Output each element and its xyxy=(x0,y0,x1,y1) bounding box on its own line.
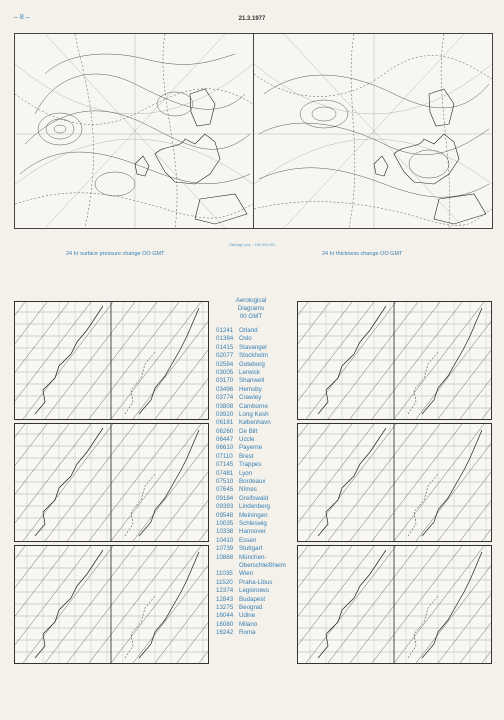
station-name: München- xyxy=(239,553,267,561)
station-row xyxy=(216,478,286,486)
aerological-diagram xyxy=(14,545,209,664)
station-number: 10338 xyxy=(216,528,234,536)
aerological-grid xyxy=(15,424,208,541)
station-row xyxy=(216,621,286,629)
station-number: 16080 xyxy=(216,620,234,628)
station-number: 06610 xyxy=(216,444,234,452)
station-number: 09184 xyxy=(216,494,234,502)
station-number: 11520 xyxy=(216,578,233,586)
station-number: 07481 xyxy=(216,469,234,477)
station-name: Camborne xyxy=(239,402,268,410)
station-number: 12843 xyxy=(216,595,234,603)
station-number: 16242 xyxy=(216,629,234,637)
station-name: Praha-Libus xyxy=(239,578,273,586)
station-name: København xyxy=(239,419,271,427)
station-name: Meiningen xyxy=(239,511,268,519)
station-name: Essen xyxy=(239,536,257,544)
left-map-caption: 24 hr surface pressure change OO GMT xyxy=(66,251,165,257)
station-name: Schleswig xyxy=(239,519,267,527)
station-row xyxy=(216,495,286,503)
station-name: Uccle xyxy=(239,436,255,444)
station-row xyxy=(216,562,286,570)
station-row xyxy=(216,612,286,620)
station-row xyxy=(216,528,286,536)
station-row xyxy=(216,520,286,528)
legend-title-line: Aerological xyxy=(235,297,267,304)
station-name: Bordeaux xyxy=(239,478,266,486)
station-name: Crawley xyxy=(239,394,262,402)
station-row xyxy=(216,436,286,444)
map-scale-label: Stereogr. proj. · 1:60 000 000 xyxy=(229,243,275,247)
station-row xyxy=(216,428,286,436)
station-number: 12374 xyxy=(216,587,234,595)
station-name: Brest xyxy=(239,452,254,460)
aerological-grid xyxy=(15,302,208,419)
station-number: 06260 xyxy=(216,427,234,435)
station-row xyxy=(216,377,286,385)
station-number: 03496 xyxy=(216,385,234,393)
aerological-grid xyxy=(298,302,491,419)
station-number: 11035 xyxy=(216,570,233,578)
station-row xyxy=(216,545,286,553)
page-number: – 8 – xyxy=(14,14,30,21)
station-row xyxy=(216,419,286,427)
station-name: Lyon xyxy=(239,469,253,477)
station-number: 02077 xyxy=(216,352,234,360)
legend-title-line: 00 GMT xyxy=(239,313,263,320)
right-map-caption: 24 hr thickness change OO GMT xyxy=(322,251,403,257)
station-name: Greifswald xyxy=(239,494,269,502)
station-row xyxy=(216,604,286,612)
pressure-map-chart xyxy=(15,34,253,228)
station-number: 10410 xyxy=(216,536,234,544)
station-number: 06447 xyxy=(216,436,234,444)
aerological-diagram xyxy=(297,301,492,420)
station-number: 01241 xyxy=(216,327,234,334)
page-date: 21.3.1977 xyxy=(238,16,266,22)
station-number: 07110 xyxy=(216,452,233,460)
station-row xyxy=(216,461,286,469)
station-row xyxy=(216,579,286,587)
station-row xyxy=(216,335,286,343)
station-name: Legionowo xyxy=(239,587,269,595)
station-row xyxy=(216,554,286,562)
station-row xyxy=(216,403,286,411)
station-number: 07645 xyxy=(216,486,234,494)
station-name: Wien xyxy=(239,570,254,578)
station-row xyxy=(216,570,286,578)
station-name: Stavanger xyxy=(239,343,268,351)
station-number: 07510 xyxy=(216,478,234,486)
station-name: Stockholm xyxy=(239,352,268,360)
legend-title-line: Diagrams xyxy=(237,305,265,312)
station-row xyxy=(216,453,286,461)
station-row xyxy=(216,537,286,545)
aerological-grid xyxy=(15,546,208,663)
station-number: 03920 xyxy=(216,410,234,418)
aerological-grid xyxy=(298,424,491,541)
station-name: Udine xyxy=(239,612,256,620)
station-row xyxy=(216,596,286,604)
thickness-change-map xyxy=(253,33,493,229)
station-row xyxy=(216,444,286,452)
station-row xyxy=(216,386,286,394)
station-number: 06181 xyxy=(216,419,234,427)
station-number: 01384 xyxy=(216,335,234,343)
station-row xyxy=(216,344,286,352)
surface-pressure-change-map xyxy=(14,33,254,229)
station-list xyxy=(216,327,286,637)
station-number: 13275 xyxy=(216,603,234,611)
station-number: 03774 xyxy=(216,394,234,402)
station-number: 03808 xyxy=(216,402,234,410)
station-name: Goteborg xyxy=(239,360,265,368)
station-number: 03170 xyxy=(216,377,234,385)
station-row xyxy=(216,394,286,402)
station-name: Stuttgart xyxy=(239,545,263,553)
station-row xyxy=(216,470,286,478)
station-name: Roma xyxy=(239,629,256,637)
station-name: Hannover xyxy=(239,528,266,536)
station-name: Trappes xyxy=(239,461,262,469)
station-name: Hemsby xyxy=(239,385,262,393)
aerological-diagram xyxy=(14,301,209,420)
station-row xyxy=(216,512,286,520)
station-number: 01415 xyxy=(216,343,234,351)
station-number: 10739 xyxy=(216,545,234,553)
station-number: 16044 xyxy=(216,612,234,620)
station-name: Budapest xyxy=(239,595,266,603)
aerological-grid xyxy=(298,546,491,663)
station-name: Payerne xyxy=(239,444,263,452)
thickness-map-chart xyxy=(254,34,492,228)
station-row xyxy=(216,587,286,595)
station-row xyxy=(216,411,286,419)
aerological-diagram xyxy=(297,545,492,664)
station-name: Orland xyxy=(239,327,258,334)
station-row xyxy=(216,503,286,511)
station-row xyxy=(216,327,286,335)
station-number: 10035 xyxy=(216,519,234,527)
station-name: Milano xyxy=(239,620,258,628)
station-name: Lerwick xyxy=(239,368,260,376)
station-name: Oslo xyxy=(239,335,252,343)
station-name: Shanwell xyxy=(239,377,265,385)
station-name: Oberschleißheim xyxy=(239,561,286,569)
station-row xyxy=(216,369,286,377)
station-number: 03005 xyxy=(216,368,234,376)
station-name: Nîmes xyxy=(239,486,257,494)
station-number: 09393 xyxy=(216,503,234,511)
aerological-diagram xyxy=(14,423,209,542)
station-name: De Bilt xyxy=(239,427,258,435)
station-number: 10868 xyxy=(216,553,234,561)
station-name: Long Kesh xyxy=(239,410,269,418)
station-row xyxy=(216,361,286,369)
station-number: 09548 xyxy=(216,511,234,519)
aerological-diagram xyxy=(297,423,492,542)
station-number: 02584 xyxy=(216,360,234,368)
station-row xyxy=(216,629,286,637)
aerological-legend-title xyxy=(216,297,286,321)
station-number: 07145 xyxy=(216,461,234,469)
station-name: Beograd xyxy=(239,603,263,611)
station-name: Lindenberg xyxy=(239,503,270,511)
station-row xyxy=(216,486,286,494)
station-row xyxy=(216,352,286,360)
